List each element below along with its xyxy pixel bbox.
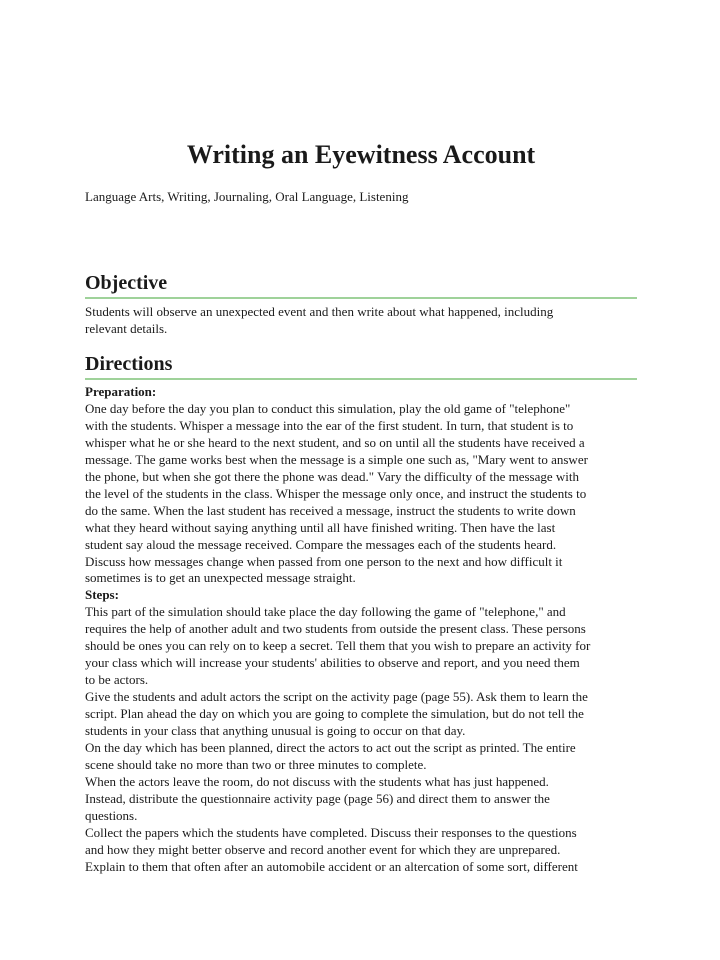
steps-subheading: Steps: (85, 587, 119, 603)
preparation-line: with the students. Whisper a message into the ear of the first student. In turn, that student is to (85, 417, 574, 433)
steps-line: Collect the papers which the students have completed. Discuss their responses to the questions (85, 824, 577, 840)
preparation-line: message. The game works best when the message is a simple one such as, "Mary went to answer (85, 451, 588, 467)
page-title: Writing an Eyewitness Account (186, 140, 536, 169)
preparation-line: do the same. When the last student has received a message, instruct the students to write down (85, 502, 576, 518)
steps-line: requires the help of another adult and two students from outside the present class. These persons (85, 621, 586, 637)
steps-line: questions. (85, 807, 138, 823)
objective-text (85, 303, 605, 337)
steps-line: to be actors. (85, 672, 149, 688)
steps-line: On the day which has been planned, direct the actors to act out the script as printed. The entire (85, 740, 576, 756)
steps-line: Instead, distribute the questionnaire activity page (page 56) and direct them to answer the (85, 790, 550, 806)
preparation-line: the phone, but when she got there the phone was dead." Vary the difficulty of the message with (85, 468, 580, 484)
preparation-subheading: Preparation: (85, 384, 157, 399)
steps-line: When the actors leave the room, do not discuss with the students what has just happened. (85, 773, 549, 789)
directions-body (85, 384, 637, 876)
objective-heading: Objective (85, 270, 637, 299)
steps-line: and how they might better observe and record another event for which they are unprepared. (85, 841, 561, 857)
preparation-line: whisper what he or she heard to the next student, and so on until all the students have received a (85, 434, 585, 450)
preparation-line: student say aloud the message received. Compare the messages each of the students heard. (85, 536, 557, 552)
subject-list: Language Arts, Writing, Journaling, Oral Language, Listening (85, 189, 409, 204)
steps-line: Explain to them that often after an automobile accident or an altercation of some sort, different (85, 858, 578, 874)
steps-line: scene should take no more than two or three minutes to complete. (85, 756, 427, 772)
objective-line: relevant details. (85, 321, 168, 336)
steps-line: script. Plan ahead the day on which you are going to complete the simulation, but do not tell the (85, 706, 584, 722)
steps-line: This part of the simulation should take place the day following the game of "telephone," and (85, 604, 566, 620)
preparation-line: the level of the students in the class. Whisper the message only once, and instruct the students to (85, 485, 587, 501)
directions-heading: Directions (85, 351, 637, 380)
preparation-line: Discuss how messages change when passed from one person to the next and how difficult it (85, 553, 563, 569)
steps-line: Give the students and adult actors the script on the activity page (page 55). Ask them to learn the (85, 689, 588, 705)
preparation-line: One day before the day you plan to conduct this simulation, play the old game of "telephone" (85, 400, 571, 416)
objective-line: Students will observe an unexpected event and then write about what happened, including (85, 304, 554, 319)
steps-line: students in your class that anything unusual is going to occur on that day. (85, 723, 466, 739)
preparation-line: what they heard without saying anything until all have finished writing. Then have the last (85, 519, 556, 535)
steps-line: should be ones you can rely on to keep a secret. Tell them that you wish to prepare an activity for (85, 638, 591, 654)
steps-line: your class which will increase your students' abilities to observe and report, and you need them (85, 655, 580, 671)
preparation-line: sometimes is to get an unexpected message straight. (85, 570, 356, 586)
